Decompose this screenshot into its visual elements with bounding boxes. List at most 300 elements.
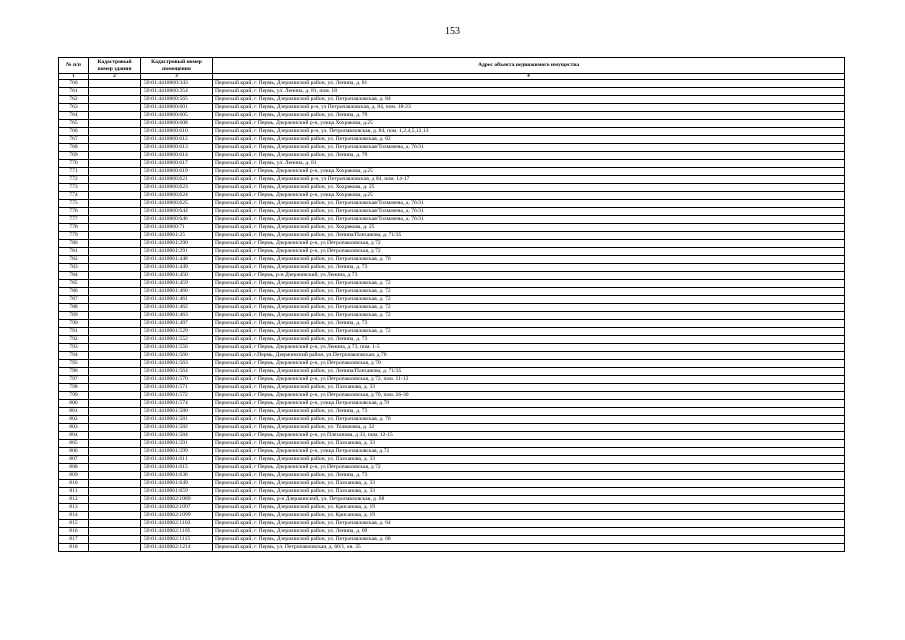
property-address: Пермский край, г. Пермь, Дзержинский район, ул. Петропавловская/Толмачева, д. 76/31 — [213, 200, 845, 208]
building-cadastral-number — [89, 120, 141, 128]
table-row — [59, 240, 845, 248]
premise-cadastral-number: 59:01:4410060:617 — [141, 160, 213, 168]
property-address: Пермский край, г. Пермь, ул. Петропавловская, д. 60/1, кв. 35 — [213, 544, 845, 552]
row-number: 762 — [59, 96, 89, 104]
table-row — [59, 200, 845, 208]
row-number: 780 — [59, 240, 89, 248]
property-address: Пермский край, г. Пермь, Дзержинский район, ул. Ленина, д. 79 — [213, 112, 845, 120]
row-number: 799 — [59, 392, 89, 400]
premise-cadastral-number: 59:01:4410061:497 — [141, 320, 213, 328]
property-address: Пермский край, г. Пермь, Дзержинский район, ул. Петропавловская/Толмачева, д. 76/31 — [213, 208, 845, 216]
table-row — [59, 112, 845, 120]
building-cadastral-number — [89, 304, 141, 312]
row-number: 817 — [59, 536, 89, 544]
row-number: 781 — [59, 248, 89, 256]
row-number: 816 — [59, 528, 89, 536]
property-address: Пермский край, г. Пермь, Дзержинский район, ул. Петропавловская/Толмачева, д. 76/31 — [213, 216, 845, 224]
premise-cadastral-number: 59:01:4410061:461 — [141, 296, 213, 304]
table-row — [59, 344, 845, 352]
building-cadastral-number — [89, 128, 141, 136]
row-number: 772 — [59, 176, 89, 184]
real-estate-table — [58, 57, 845, 552]
building-cadastral-number — [89, 464, 141, 472]
premise-cadastral-number: 59:01:4410062:1099 — [141, 512, 213, 520]
table-row — [59, 504, 845, 512]
row-number: 795 — [59, 360, 89, 368]
row-number: 792 — [59, 336, 89, 344]
row-number: 815 — [59, 520, 89, 528]
property-address: Пермский край, г. Пермь, Дзержинский район, ул. Плеханова, д. 33 — [213, 440, 845, 448]
building-cadastral-number — [89, 192, 141, 200]
premise-cadastral-number: 59:01:4410061:560 — [141, 352, 213, 360]
row-number: 807 — [59, 456, 89, 464]
table-row — [59, 96, 845, 104]
table-row — [59, 128, 845, 136]
column-number: 3 — [141, 74, 213, 80]
premise-cadastral-number: 59:01:4410060:619 — [141, 168, 213, 176]
table-row — [59, 440, 845, 448]
premise-cadastral-number: 59:01:4410061:448 — [141, 256, 213, 264]
premise-cadastral-number: 59:01:4410061:460 — [141, 288, 213, 296]
table-row — [59, 424, 845, 432]
premise-cadastral-number: 59:01:4410061:552 — [141, 336, 213, 344]
row-number: 818 — [59, 544, 89, 552]
building-cadastral-number — [89, 344, 141, 352]
premise-cadastral-number: 59:01:4410061:659 — [141, 488, 213, 496]
building-cadastral-number — [89, 336, 141, 344]
premise-cadastral-number: 59:01:4410061:564 — [141, 368, 213, 376]
building-cadastral-number — [89, 376, 141, 384]
table-row — [59, 432, 845, 440]
premise-cadastral-number: 59:01:4410060:614 — [141, 152, 213, 160]
building-cadastral-number — [89, 312, 141, 320]
header-row — [59, 58, 845, 74]
building-cadastral-number — [89, 248, 141, 256]
property-address: Пермский край, г.Пермь, Дзержинский район, ул.Петропавловская, д.70 — [213, 352, 845, 360]
building-cadastral-number — [89, 80, 141, 88]
row-number: 784 — [59, 272, 89, 280]
building-cadastral-number — [89, 408, 141, 416]
property-address: Пермский край, г. Пермь, Дзержинский район, ул. Ленина, д. 79 — [213, 152, 845, 160]
row-number: 775 — [59, 200, 89, 208]
row-number: 768 — [59, 144, 89, 152]
table-header — [59, 58, 845, 80]
premise-cadastral-number: 59:01:4410060:644 — [141, 208, 213, 216]
property-address: Пермский край, г Пермь, Дзержинский р-н, улица Петропавловская, д.70 — [213, 400, 845, 408]
row-number: 797 — [59, 376, 89, 384]
row-number: 796 — [59, 368, 89, 376]
property-address: Пермский край, г. Пермь, Дзержинский район, ул. Ленина, д. 69 — [213, 528, 845, 536]
property-address: Пермский край, г. Пермь, Дзержинский район, ул. Петропавловская, д. 68 — [213, 536, 845, 544]
building-cadastral-number — [89, 272, 141, 280]
row-number: 812 — [59, 496, 89, 504]
building-cadastral-number — [89, 144, 141, 152]
property-address: Пермский край, г. Пермь, Дзержинский район, ул. Крисанова, д. 19 — [213, 504, 845, 512]
property-address: Пермский край, г Пермь, Дзержинский р-н, улица Хохрякова, д.25 — [213, 168, 845, 176]
building-cadastral-number — [89, 368, 141, 376]
building-cadastral-number — [89, 96, 141, 104]
property-address: Пермский край, г. Пермь, Дзержинский район, ул. Ленина, д. 73 — [213, 264, 845, 272]
table-row — [59, 232, 845, 240]
premise-cadastral-number: 59:01:4410062:1105 — [141, 528, 213, 536]
building-cadastral-number — [89, 184, 141, 192]
row-number: 765 — [59, 120, 89, 128]
premise-cadastral-number: 59:01:4410060:71 — [141, 224, 213, 232]
property-address: Пермский край, г Пермь, Дзержинский р-н, ул Петропавловская, д 70, пом. 26-30 — [213, 392, 845, 400]
header-building-cadastral: Кадастровый номер здания — [89, 58, 141, 74]
row-number: 767 — [59, 136, 89, 144]
table-row — [59, 448, 845, 456]
building-cadastral-number — [89, 384, 141, 392]
property-address: Пермский край, г. Пермь, Дзержинский район, ул. Петропавловская, д. 70 — [213, 256, 845, 264]
table-row — [59, 408, 845, 416]
row-number: 761 — [59, 88, 89, 96]
table-row — [59, 120, 845, 128]
building-cadastral-number — [89, 216, 141, 224]
page-number: 153 — [445, 26, 460, 37]
table-row — [59, 496, 845, 504]
row-number: 800 — [59, 400, 89, 408]
table-row — [59, 80, 845, 88]
property-address: Пермский край, г. Пермь, Дзержинский район, ул. Плеханова, д. 33 — [213, 488, 845, 496]
row-number: 773 — [59, 184, 89, 192]
property-address: Пермский край, г. Пермь, Дзержинский район, ул. Плеханова, д. 33 — [213, 384, 845, 392]
row-number: 793 — [59, 344, 89, 352]
building-cadastral-number — [89, 360, 141, 368]
premise-cadastral-number: 59:01:4410060:605 — [141, 112, 213, 120]
table-row — [59, 536, 845, 544]
building-cadastral-number — [89, 496, 141, 504]
property-address: Пермский край, г. Пермь, Дзержинский район, ул. Крисанова, д. 19 — [213, 512, 845, 520]
premise-cadastral-number: 59:01:4410061:574 — [141, 400, 213, 408]
table-row — [59, 160, 845, 168]
building-cadastral-number — [89, 528, 141, 536]
property-address: Пермский край, г. Пермь, ул. Ленина, д. 81, пом. 18 — [213, 88, 845, 96]
row-number: 783 — [59, 264, 89, 272]
property-address: Пермский край, г Пермь, р-н Дзержинский, ул Ленина, д 73 — [213, 272, 845, 280]
property-address: Пермский край, г. Пермь, Дзержинский район, ул. Петропавловская, д. 72 — [213, 312, 845, 320]
building-cadastral-number — [89, 296, 141, 304]
table-row — [59, 248, 845, 256]
property-address: Пермский край, г. Пермь, Дзержинский район, ул. Ленина, д. 73 — [213, 320, 845, 328]
row-number: 770 — [59, 160, 89, 168]
premise-cadastral-number: 59:01:4410060:354 — [141, 88, 213, 96]
premise-cadastral-number: 59:01:4410060:612 — [141, 136, 213, 144]
building-cadastral-number — [89, 456, 141, 464]
table-row — [59, 400, 845, 408]
premise-cadastral-number: 59:01:4410060:601 — [141, 104, 213, 112]
row-number: 776 — [59, 208, 89, 216]
premise-cadastral-number: 59:01:4410060:613 — [141, 144, 213, 152]
property-address: Пермский край, г. Пермь, Дзержинский район, ул. Толмачева, д. 32 — [213, 424, 845, 432]
table-row — [59, 224, 845, 232]
table-row — [59, 88, 845, 96]
building-cadastral-number — [89, 400, 141, 408]
row-number: 806 — [59, 448, 89, 456]
row-number: 798 — [59, 384, 89, 392]
property-address: Пермский край, г. Пермь, Дзержинский р-н, ул. Петропавловская, д. 84, пом. 1,2,4,5,12,13 — [213, 128, 845, 136]
row-number: 808 — [59, 464, 89, 472]
property-address: Пермский край, г. Пермь, Дзержинский район, ул. Петропавловская, д. 64 — [213, 520, 845, 528]
property-address: Пермский край, г Пермь, Дзержинский р-н, ул Петропавловская, д 72 — [213, 248, 845, 256]
building-cadastral-number — [89, 152, 141, 160]
property-address: Пермский край, г Пермь, Дзержинский р-н, ул Петропавловская, д 72, пом. 11-13 — [213, 376, 845, 384]
row-number: 786 — [59, 288, 89, 296]
property-address: Пермский край, г. Пермь, Дзержинский район, ул. Хохрякова, д. 25 — [213, 224, 845, 232]
property-address: Пермский край, г Пермь, Дзержинский р-н, ул Ленина, д 73, пом. 1-5 — [213, 344, 845, 352]
property-address: Пермский край, г Пермь, Дзержинский р-н, ул Плеханова, д 33, пом. 12-15 — [213, 432, 845, 440]
property-address: Пермский край, г. Пермь, Дзержинский район, ул. Ленина/Плеханова, д. 71/35 — [213, 232, 845, 240]
building-cadastral-number — [89, 536, 141, 544]
table-row — [59, 472, 845, 480]
premise-cadastral-number: 59:01:4410061:449 — [141, 264, 213, 272]
table-row — [59, 352, 845, 360]
property-address: Пермский край, г. Пермь, Дзержинский р-н, ул Петропавловская, д. 84, пом. 18-23 — [213, 104, 845, 112]
table-row — [59, 136, 845, 144]
property-address: Пермский край, г. Пермь, Дзержинский район, ул. Ленина, д. 73 — [213, 336, 845, 344]
property-address: Пермский край, г. Пермь, р-н Дзержинский, ул. Петропавловская, д. 68 — [213, 496, 845, 504]
row-number: 801 — [59, 408, 89, 416]
property-address: Пермский край, г Пермь, Дзержинский р-н, улица Петропавловская, д.72 — [213, 448, 845, 456]
premise-cadastral-number: 59:01:4410061:529 — [141, 328, 213, 336]
premise-cadastral-number: 59:01:4410062:1103 — [141, 520, 213, 528]
table-row — [59, 184, 845, 192]
row-number: 805 — [59, 440, 89, 448]
row-number: 763 — [59, 104, 89, 112]
premise-cadastral-number: 59:01:4410060:624 — [141, 192, 213, 200]
table-row — [59, 192, 845, 200]
row-number: 760 — [59, 80, 89, 88]
row-number: 785 — [59, 280, 89, 288]
property-address: Пермский край, г. Пермь, Дзержинский район, ул. Петропавловская, д. 72 — [213, 296, 845, 304]
building-cadastral-number — [89, 136, 141, 144]
building-cadastral-number — [89, 176, 141, 184]
property-address: Пермский край, г. Пермь, Дзержинский район, ул. Петропавловская/Толмачева, д. 76/31 — [213, 144, 845, 152]
table-row — [59, 264, 845, 272]
table-row — [59, 272, 845, 280]
property-address: Пермский край, г. Пермь, Дзержинский район, ул. Ленина, д. 73 — [213, 472, 845, 480]
property-address: Пермский край, г. Пермь, Дзержинский район, ул. Петропавловская, д. 82 — [213, 136, 845, 144]
property-address: Пермский край, г. Пермь, Дзержинский район, ул. Ленина/Плеханова, д. 71/35 — [213, 368, 845, 376]
table-row — [59, 520, 845, 528]
row-number: 766 — [59, 128, 89, 136]
row-number: 811 — [59, 488, 89, 496]
row-number: 802 — [59, 416, 89, 424]
premise-cadastral-number: 59:01:4410061:450 — [141, 272, 213, 280]
building-cadastral-number — [89, 352, 141, 360]
building-cadastral-number — [89, 88, 141, 96]
property-address: Пермский край, г Пермь, Дзержинский р-н, ул Петропавловская, д 72 — [213, 240, 845, 248]
premise-cadastral-number: 59:01:4410061:591 — [141, 440, 213, 448]
building-cadastral-number — [89, 168, 141, 176]
premise-cadastral-number: 59:01:4410061:582 — [141, 424, 213, 432]
premise-cadastral-number: 59:01:4410061:615 — [141, 464, 213, 472]
building-cadastral-number — [89, 112, 141, 120]
premise-cadastral-number: 59:01:4410060:343 — [141, 80, 213, 88]
premise-cadastral-number: 59:01:4410061:463 — [141, 312, 213, 320]
column-number: 1 — [59, 74, 89, 80]
table-row — [59, 208, 845, 216]
building-cadastral-number — [89, 208, 141, 216]
row-number: 779 — [59, 232, 89, 240]
table-row — [59, 176, 845, 184]
row-number: 814 — [59, 512, 89, 520]
building-cadastral-number — [89, 416, 141, 424]
row-number: 794 — [59, 352, 89, 360]
property-address: Пермский край, г. Пермь, Дзержинский район, ул. Плеханова, д. 33 — [213, 456, 845, 464]
property-address: Пермский край, г. Пермь, Дзержинский р-н, ул Петропавловская, д 84, пом. 14-17 — [213, 176, 845, 184]
premise-cadastral-number: 59:01:4410061:291 — [141, 248, 213, 256]
table-body — [59, 80, 845, 552]
table-row — [59, 376, 845, 384]
table-row — [59, 256, 845, 264]
building-cadastral-number — [89, 160, 141, 168]
premise-cadastral-number: 59:01:4410061:649 — [141, 480, 213, 488]
building-cadastral-number — [89, 544, 141, 552]
row-number: 774 — [59, 192, 89, 200]
building-cadastral-number — [89, 224, 141, 232]
property-address: Пермский край, г. Пермь, Дзержинский район, ул. Петропавловская, д. 70 — [213, 416, 845, 424]
table-row — [59, 544, 845, 552]
property-address: Пермский край, г Пермь, Дзержинский р-н, ул Петропавловская, д 70 — [213, 360, 845, 368]
premise-cadastral-number: 59:01:4410060:608 — [141, 120, 213, 128]
building-cadastral-number — [89, 512, 141, 520]
column-number: 4 — [213, 74, 845, 80]
premise-cadastral-number: 59:01:4410060:646 — [141, 216, 213, 224]
table-row — [59, 152, 845, 160]
row-number: 782 — [59, 256, 89, 264]
table-row — [59, 216, 845, 224]
building-cadastral-number — [89, 288, 141, 296]
row-number: 778 — [59, 224, 89, 232]
table-row — [59, 320, 845, 328]
premise-cadastral-number: 59:01:4410061:25 — [141, 232, 213, 240]
row-number: 803 — [59, 424, 89, 432]
property-address: Пермский край, г. Пермь, Дзержинский район, ул. Петропавловская, д. 72 — [213, 304, 845, 312]
row-number: 764 — [59, 112, 89, 120]
building-cadastral-number — [89, 504, 141, 512]
header-premise-cadastral: Кадастровый номер помещения — [141, 58, 213, 74]
property-address: Пермский край, г. Пермь, Дзержинский район, ул. Петропавловская, д. 72 — [213, 328, 845, 336]
property-address: Пермский край, г Пермь, Дзержинский р-н, улица Хохрякова, д.25 — [213, 120, 845, 128]
table-row — [59, 296, 845, 304]
table-row — [59, 288, 845, 296]
premise-cadastral-number: 59:01:4410061:556 — [141, 344, 213, 352]
table-row — [59, 360, 845, 368]
row-number: 809 — [59, 472, 89, 480]
table-row — [59, 488, 845, 496]
premise-cadastral-number: 59:01:4410062:1115 — [141, 536, 213, 544]
building-cadastral-number — [89, 232, 141, 240]
building-cadastral-number — [89, 240, 141, 248]
premise-cadastral-number: 59:01:4410062:1097 — [141, 504, 213, 512]
premise-cadastral-number: 59:01:4410060:625 — [141, 200, 213, 208]
premise-cadastral-number: 59:01:4410061:611 — [141, 456, 213, 464]
property-address: Пермский край, г. Пермь, Дзержинский район, ул. Плеханова, д. 33 — [213, 480, 845, 488]
building-cadastral-number — [89, 280, 141, 288]
row-number: 771 — [59, 168, 89, 176]
table-row — [59, 384, 845, 392]
property-address: Пермский край, г. Пермь, Дзержинский район, ул. Ленина, д. 73 — [213, 408, 845, 416]
building-cadastral-number — [89, 480, 141, 488]
building-cadastral-number — [89, 200, 141, 208]
row-number: 787 — [59, 296, 89, 304]
building-cadastral-number — [89, 520, 141, 528]
premise-cadastral-number: 59:01:4410060:623 — [141, 184, 213, 192]
table-row — [59, 104, 845, 112]
premise-cadastral-number: 59:01:4410061:462 — [141, 304, 213, 312]
table-row — [59, 464, 845, 472]
premise-cadastral-number: 59:01:4410060:565 — [141, 96, 213, 104]
premise-cadastral-number: 59:01:4410061:571 — [141, 384, 213, 392]
table-row — [59, 392, 845, 400]
table-row — [59, 512, 845, 520]
row-number: 777 — [59, 216, 89, 224]
table-row — [59, 528, 845, 536]
property-address: Пермский край, г. Пермь, Дзержинский район, ул. Петропавловская, д. 72 — [213, 280, 845, 288]
building-cadastral-number — [89, 440, 141, 448]
premise-cadastral-number: 59:01:4410061:570 — [141, 376, 213, 384]
row-number: 769 — [59, 152, 89, 160]
building-cadastral-number — [89, 448, 141, 456]
building-cadastral-number — [89, 424, 141, 432]
premise-cadastral-number: 59:01:4410061:580 — [141, 408, 213, 416]
premise-cadastral-number: 59:01:4410062:1089 — [141, 496, 213, 504]
premise-cadastral-number: 59:01:4410061:584 — [141, 432, 213, 440]
premise-cadastral-number: 59:01:4410061:459 — [141, 280, 213, 288]
building-cadastral-number — [89, 392, 141, 400]
table-row — [59, 304, 845, 312]
building-cadastral-number — [89, 472, 141, 480]
row-number: 810 — [59, 480, 89, 488]
row-number: 789 — [59, 312, 89, 320]
building-cadastral-number — [89, 320, 141, 328]
premise-cadastral-number: 59:01:4410061:290 — [141, 240, 213, 248]
premise-cadastral-number: 59:01:4410061:599 — [141, 448, 213, 456]
row-number: 804 — [59, 432, 89, 440]
header-address: Адрес объекта недвижимого имущества — [213, 58, 845, 74]
property-address: Пермский край, г. Пермь, ул. Ленина, д. 81 — [213, 160, 845, 168]
building-cadastral-number — [89, 328, 141, 336]
row-number: 788 — [59, 304, 89, 312]
table-row — [59, 144, 845, 152]
building-cadastral-number — [89, 264, 141, 272]
property-address: Пермский край, г. Пермь, Дзержинский район, ул. Петропавловская, д. 72 — [213, 288, 845, 296]
row-number: 790 — [59, 320, 89, 328]
building-cadastral-number — [89, 432, 141, 440]
premise-cadastral-number: 59:01:4410061:563 — [141, 360, 213, 368]
table-row — [59, 416, 845, 424]
building-cadastral-number — [89, 256, 141, 264]
property-address: Пермский край, г. Пермь, Дзержинский район, ул. Хохрякова, д. 25 — [213, 184, 845, 192]
building-cadastral-number — [89, 488, 141, 496]
premise-cadastral-number: 59:01:4410060:621 — [141, 176, 213, 184]
table-row — [59, 456, 845, 464]
table-row — [59, 480, 845, 488]
premise-cadastral-number: 59:01:4410062:1214 — [141, 544, 213, 552]
property-address: Пермский край, г. Пермь, Дзержинский район, ул. Петропавловская, д. 84 — [213, 96, 845, 104]
table-row — [59, 168, 845, 176]
premise-cadastral-number: 59:01:4410061:636 — [141, 472, 213, 480]
row-number: 813 — [59, 504, 89, 512]
table-row — [59, 312, 845, 320]
header-number: № п/п — [59, 58, 89, 74]
building-cadastral-number — [89, 104, 141, 112]
premise-cadastral-number: 59:01:4410061:581 — [141, 416, 213, 424]
row-number: 791 — [59, 328, 89, 336]
table-row — [59, 336, 845, 344]
table-row — [59, 368, 845, 376]
